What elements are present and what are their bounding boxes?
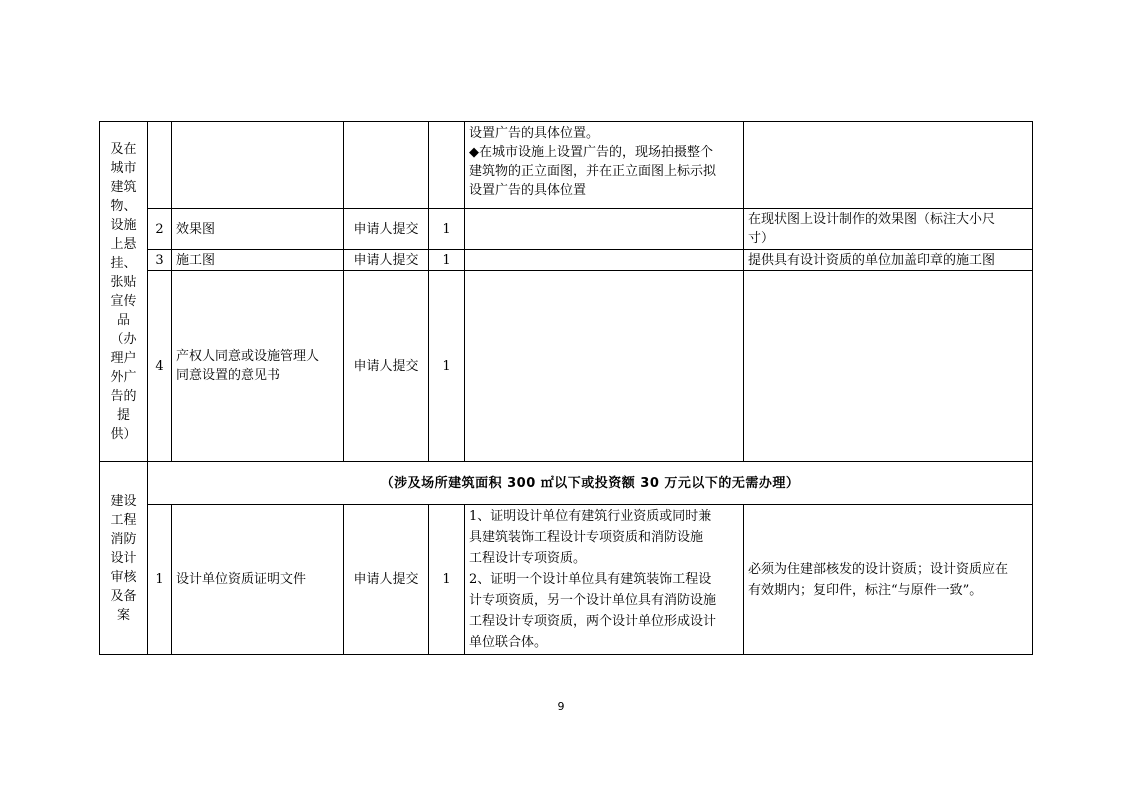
source-cell: 申请人提交 [344, 250, 429, 271]
item-name-cell [172, 122, 344, 209]
requirement-cell [465, 271, 744, 462]
count-cell: 1 [429, 250, 465, 271]
count-cell: 1 [429, 209, 465, 250]
section-banner: （涉及场所建筑面积 300 ㎡以下或投资额 30 万元以下的无需办理） [148, 462, 1033, 505]
item-name-cell: 设计单位资质证明文件 [172, 505, 344, 655]
item-number-cell: 4 [148, 271, 172, 462]
section-banner-row [100, 462, 1033, 505]
source-cell: 申请人提交 [344, 505, 429, 655]
count-cell [429, 122, 465, 209]
requirement-cell: 设置广告的具体位置。 ◆在城市设施上设置广告的，现场拍摄整个 建筑物的正立面图，并在正立面图上标示拟 设置广告的具体位置 [465, 122, 744, 209]
source-cell: 申请人提交 [344, 271, 429, 462]
remark-cell: 必须为住建部核发的设计资质；设计资质应在 有效期内；复印件，标注“与原件一致”。 [744, 505, 1033, 655]
count-cell: 1 [429, 271, 465, 462]
requirement-cell [465, 250, 744, 271]
requirement-cell: 1、证明设计单位有建筑行业资质或同时兼 具建筑装饰工程设计专项资质和消防设施 工程设计专项资质。 2、证明一个设计单位具有建筑装饰工程设 计专项资质，另一个设计单位具有消防设施 工程设计专项资质，两个设计单位形成设计 单位联合体。 [465, 505, 744, 655]
remark-cell [744, 122, 1033, 209]
item-number-cell: 1 [148, 505, 172, 655]
page-number: 9 [557, 700, 565, 713]
table-row [100, 209, 1033, 250]
source-cell [344, 122, 429, 209]
category-cell: 建设 工程 消防 设计 审核 及备 案 [100, 462, 148, 655]
item-number-cell [148, 122, 172, 209]
item-name-cell: 施工图 [172, 250, 344, 271]
item-number-cell: 2 [148, 209, 172, 250]
remark-cell [744, 271, 1033, 462]
item-name-cell: 效果图 [172, 209, 344, 250]
remark-cell: 在现状图上设计制作的效果图（标注大小尺 寸） [744, 209, 1033, 250]
source-cell: 申请人提交 [344, 209, 429, 250]
item-number-cell: 3 [148, 250, 172, 271]
item-name-cell: 产权人同意或设施管理人 同意设置的意见书 [172, 271, 344, 462]
remark-cell: 提供具有设计资质的单位加盖印章的施工图 [744, 250, 1033, 271]
materials-table [99, 121, 1033, 655]
table-row [100, 122, 1033, 209]
table-row [100, 271, 1033, 462]
table-row [100, 250, 1033, 271]
count-cell: 1 [429, 505, 465, 655]
category-cell: 及在 城市 建筑 物、 设施 上悬 挂、 张贴 宣传 品 （办 理户 外广 告的 提 供） [100, 122, 148, 462]
requirement-cell [465, 209, 744, 250]
table-row [100, 505, 1033, 655]
